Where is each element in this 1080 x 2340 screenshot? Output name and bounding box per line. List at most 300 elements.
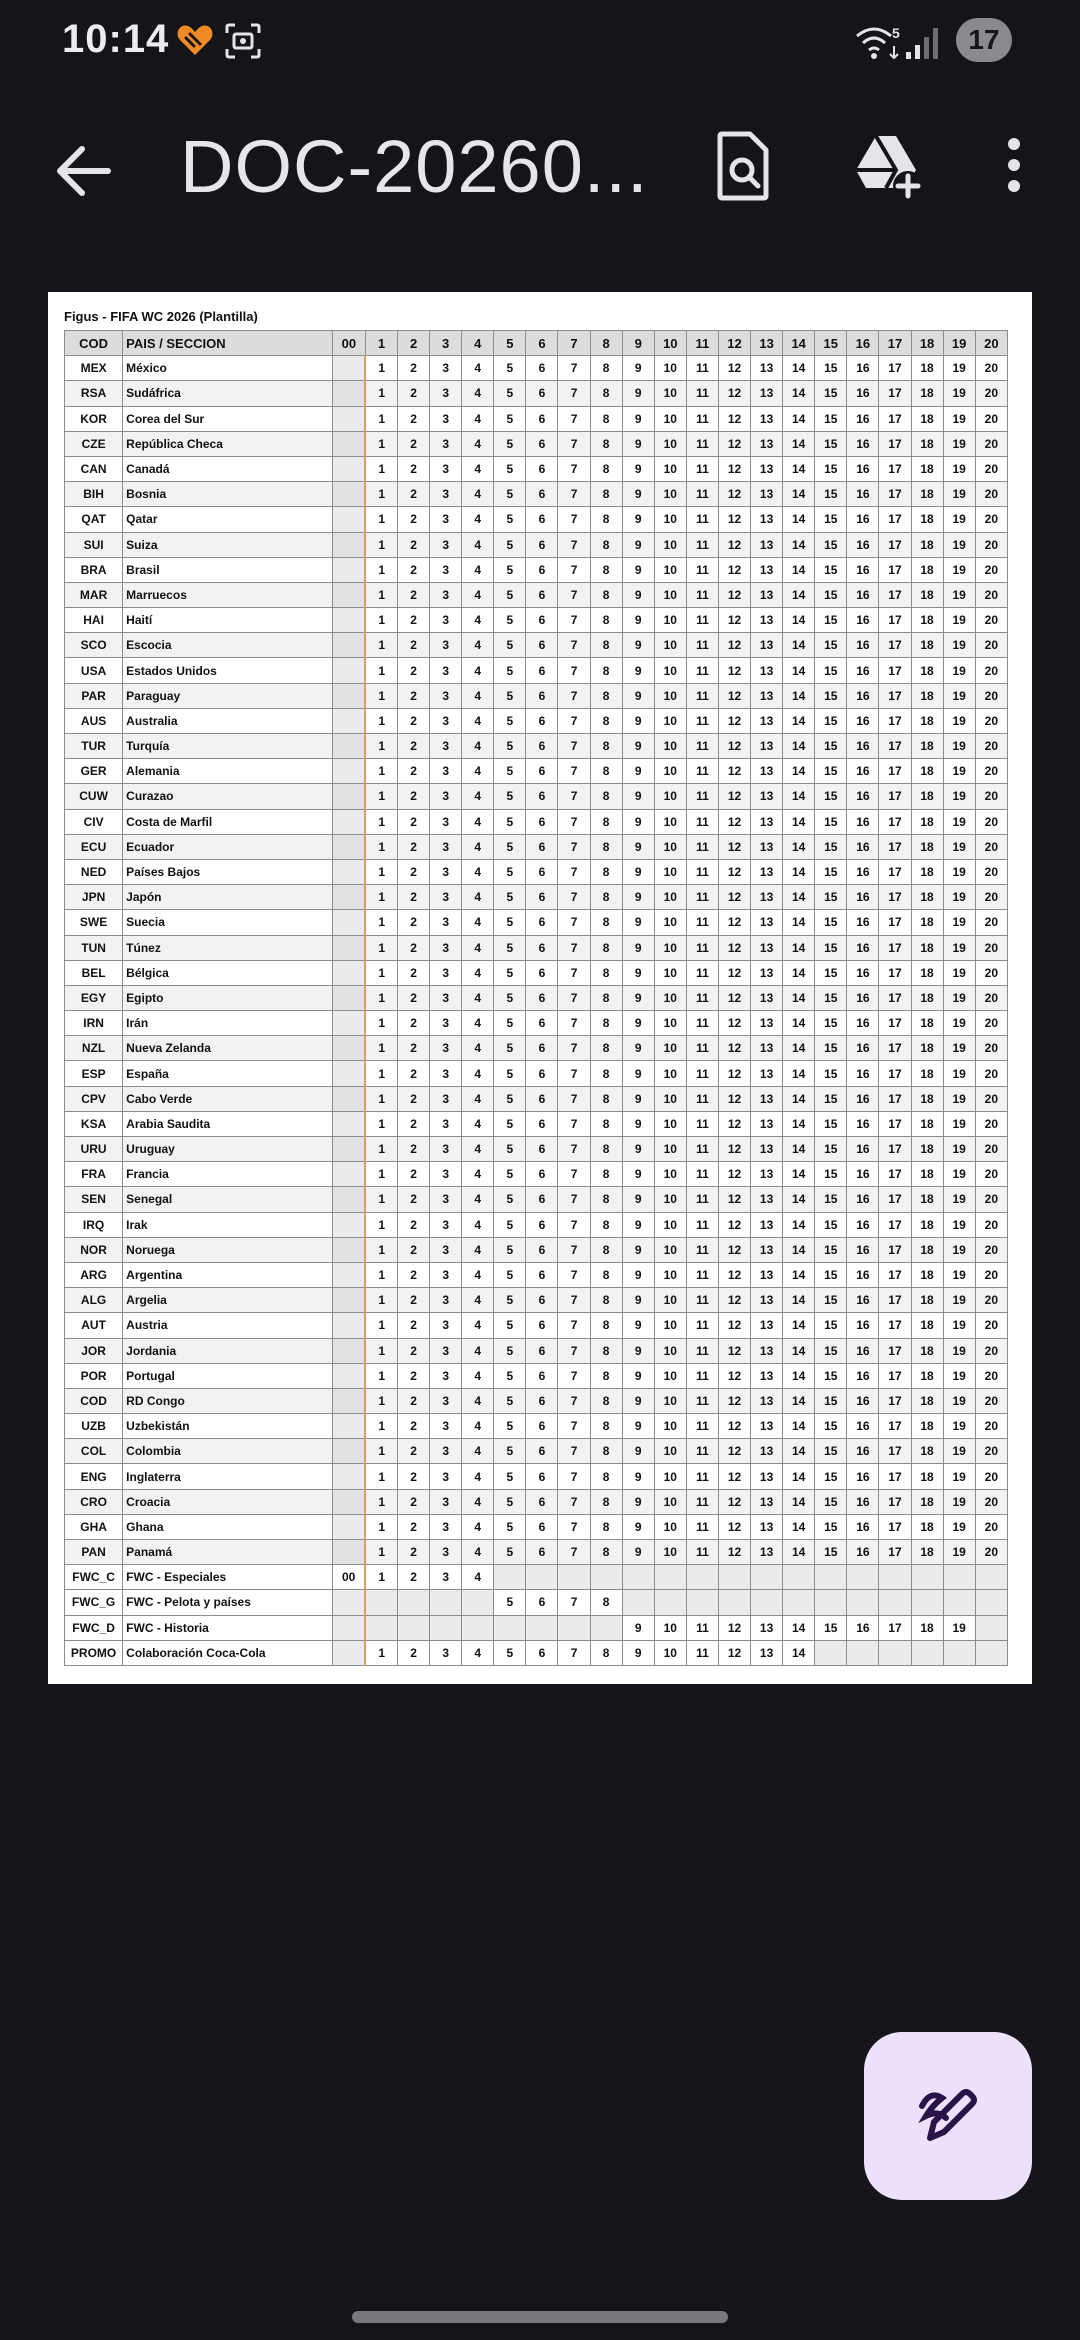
cell-sticker: 5: [494, 1514, 526, 1539]
cell-sticker: 10: [654, 356, 686, 381]
cell-sticker: [558, 1565, 590, 1590]
cell-sticker: 6: [526, 1388, 558, 1413]
cell-sticker: 12: [718, 456, 750, 481]
cell-sticker: 4: [462, 910, 494, 935]
cell-sticker: 8: [590, 1036, 622, 1061]
cell-sticker: 8: [590, 406, 622, 431]
table-row: [65, 406, 1008, 431]
cell-sticker: 6: [526, 1187, 558, 1212]
cell-sticker: 18: [911, 582, 943, 607]
cell-sticker: 17: [879, 1388, 911, 1413]
cell-sticker: 11: [686, 1439, 718, 1464]
cell-sticker: [332, 431, 365, 456]
cell-sticker: 15: [815, 1262, 847, 1287]
cell-sticker: 9: [622, 1086, 654, 1111]
cell-sticker: 10: [654, 1262, 686, 1287]
cell-sticker: 19: [943, 1363, 975, 1388]
table-row: [65, 381, 1008, 406]
cell-sticker: 9: [622, 885, 654, 910]
cell-sticker: 12: [718, 759, 750, 784]
cell-sticker: 1: [365, 507, 397, 532]
cell-sticker: 11: [686, 1237, 718, 1262]
cell-sticker: 3: [430, 985, 462, 1010]
cell-sticker: 15: [815, 784, 847, 809]
column-header-number: 20: [975, 331, 1007, 356]
cell-sticker: 12: [718, 1212, 750, 1237]
cell-sticker: 15: [815, 1187, 847, 1212]
cell-sticker: 18: [911, 1036, 943, 1061]
table-row: [65, 456, 1008, 481]
cell-sticker: 20: [975, 1338, 1007, 1363]
cell-sticker: 19: [943, 1011, 975, 1036]
cell-sticker: [365, 1615, 397, 1640]
cell-sticker: 19: [943, 708, 975, 733]
cell-sticker: 4: [462, 1464, 494, 1489]
cell-sticker: 11: [686, 1011, 718, 1036]
cell-sticker: 15: [815, 1011, 847, 1036]
cell-sticker: 9: [622, 809, 654, 834]
cell-sticker: 19: [943, 1414, 975, 1439]
cell-sticker: 19: [943, 1162, 975, 1187]
more-vert-icon[interactable]: [1000, 134, 1028, 196]
cell-code: SCO: [65, 633, 123, 658]
table-row: [65, 1061, 1008, 1086]
cell-sticker: 6: [526, 1514, 558, 1539]
cell-sticker: 1: [365, 859, 397, 884]
cell-sticker: 17: [879, 633, 911, 658]
cell-sticker: 7: [558, 557, 590, 582]
cell-sticker: 7: [558, 1489, 590, 1514]
cell-sticker: 20: [975, 557, 1007, 582]
cell-code: NED: [65, 859, 123, 884]
cell-sticker: 5: [494, 1313, 526, 1338]
cell-sticker: 17: [879, 784, 911, 809]
cell-sticker: 14: [783, 582, 815, 607]
cell-sticker: 14: [783, 1187, 815, 1212]
cell-sticker: 13: [751, 658, 783, 683]
cell-sticker: 7: [558, 1137, 590, 1162]
document-title: DOC-20260...: [180, 125, 649, 208]
signal-icon: [904, 26, 940, 60]
cell-sticker: 8: [590, 608, 622, 633]
cell-sticker: 11: [686, 1388, 718, 1413]
table-row: [65, 1162, 1008, 1187]
cell-sticker: 11: [686, 1514, 718, 1539]
cell-sticker: 8: [590, 482, 622, 507]
cell-sticker: 2: [398, 1111, 430, 1136]
cell-sticker: [879, 1590, 911, 1615]
cell-sticker: 2: [398, 1414, 430, 1439]
column-header-number: 16: [847, 331, 879, 356]
cell-country: Alemania: [123, 759, 333, 784]
cell-sticker: 18: [911, 507, 943, 532]
cell-sticker: 14: [783, 910, 815, 935]
cell-sticker: 7: [558, 658, 590, 683]
cell-country: FWC - Pelota y países: [123, 1590, 333, 1615]
cell-sticker: 9: [622, 1137, 654, 1162]
cell-sticker: 12: [718, 1011, 750, 1036]
cell-sticker: 9: [622, 1187, 654, 1212]
cell-sticker: 10: [654, 708, 686, 733]
back-arrow-icon[interactable]: [50, 137, 118, 205]
cell-sticker: 1: [365, 1011, 397, 1036]
cell-code: NOR: [65, 1237, 123, 1262]
cell-sticker: 1: [365, 1313, 397, 1338]
cell-sticker: 11: [686, 582, 718, 607]
cell-code: ECU: [65, 834, 123, 859]
cell-country: Paraguay: [123, 683, 333, 708]
cell-sticker: [558, 1615, 590, 1640]
cell-sticker: 15: [815, 381, 847, 406]
cell-sticker: 4: [462, 759, 494, 784]
cell-sticker: 19: [943, 1464, 975, 1489]
cell-sticker: 14: [783, 557, 815, 582]
cell-sticker: 6: [526, 431, 558, 456]
cell-sticker: 7: [558, 1187, 590, 1212]
cell-sticker: [686, 1565, 718, 1590]
cell-sticker: 18: [911, 431, 943, 456]
cell-country: Países Bajos: [123, 859, 333, 884]
cell-sticker: 2: [398, 809, 430, 834]
cell-sticker: 18: [911, 1489, 943, 1514]
table-header-row: [65, 331, 1008, 356]
cell-sticker: 14: [783, 1514, 815, 1539]
cell-sticker: 15: [815, 1061, 847, 1086]
cell-sticker: 11: [686, 1262, 718, 1287]
cell-sticker: 18: [911, 1540, 943, 1565]
cell-sticker: 19: [943, 1086, 975, 1111]
cell-sticker: 5: [494, 1540, 526, 1565]
cell-sticker: 12: [718, 356, 750, 381]
cell-sticker: 12: [718, 809, 750, 834]
cell-sticker: [332, 759, 365, 784]
cell-sticker: 8: [590, 507, 622, 532]
screenshot-icon: [224, 22, 262, 60]
cell-sticker: 6: [526, 633, 558, 658]
cell-sticker: 11: [686, 809, 718, 834]
cell-sticker: 2: [398, 658, 430, 683]
cell-sticker: 3: [430, 734, 462, 759]
cell-sticker: 5: [494, 557, 526, 582]
cell-sticker: 4: [462, 431, 494, 456]
cell-sticker: 11: [686, 935, 718, 960]
cell-sticker: 7: [558, 683, 590, 708]
cell-sticker: [332, 1313, 365, 1338]
table-row: [65, 734, 1008, 759]
cell-sticker: 19: [943, 1288, 975, 1313]
cell-code: RSA: [65, 381, 123, 406]
cell-sticker: 10: [654, 885, 686, 910]
cell-sticker: 10: [654, 1439, 686, 1464]
cell-sticker: 10: [654, 582, 686, 607]
table-row: [65, 507, 1008, 532]
cell-sticker: 19: [943, 1061, 975, 1086]
cell-sticker: 6: [526, 960, 558, 985]
cell-sticker: 2: [398, 582, 430, 607]
home-indicator[interactable]: [352, 2311, 728, 2323]
cell-sticker: 11: [686, 633, 718, 658]
cell-sticker: 2: [398, 1187, 430, 1212]
cell-sticker: 14: [783, 608, 815, 633]
drive-add-icon[interactable]: [852, 130, 924, 200]
cell-sticker: 12: [718, 834, 750, 859]
cell-sticker: 9: [622, 1313, 654, 1338]
cell-sticker: 6: [526, 885, 558, 910]
cell-sticker: [332, 406, 365, 431]
cell-sticker: 2: [398, 1061, 430, 1086]
cell-sticker: 9: [622, 859, 654, 884]
cell-sticker: 9: [622, 507, 654, 532]
cell-sticker: 9: [622, 1237, 654, 1262]
cell-sticker: 18: [911, 633, 943, 658]
cell-sticker: 4: [462, 381, 494, 406]
cell-sticker: 3: [430, 1086, 462, 1111]
cell-sticker: 13: [751, 1162, 783, 1187]
cell-code: MEX: [65, 356, 123, 381]
cell-sticker: 8: [590, 1162, 622, 1187]
cell-sticker: 11: [686, 734, 718, 759]
cell-sticker: 3: [430, 1439, 462, 1464]
cell-sticker: 15: [815, 1489, 847, 1514]
cell-sticker: 3: [430, 708, 462, 733]
cell-sticker: 5: [494, 683, 526, 708]
cell-sticker: 19: [943, 406, 975, 431]
table-row: [65, 1262, 1008, 1287]
cell-sticker: 4: [462, 1086, 494, 1111]
cell-sticker: 14: [783, 1540, 815, 1565]
cell-sticker: [332, 885, 365, 910]
cell-code: ALG: [65, 1288, 123, 1313]
cell-sticker: 5: [494, 1439, 526, 1464]
cell-sticker: 7: [558, 734, 590, 759]
cell-sticker: 15: [815, 809, 847, 834]
cell-sticker: [332, 708, 365, 733]
cell-code: SUI: [65, 532, 123, 557]
cell-sticker: 12: [718, 683, 750, 708]
cell-sticker: 19: [943, 1036, 975, 1061]
cell-sticker: 6: [526, 1363, 558, 1388]
cell-sticker: [751, 1590, 783, 1615]
cell-sticker: 5: [494, 582, 526, 607]
cell-sticker: 18: [911, 608, 943, 633]
cell-sticker: 5: [494, 1640, 526, 1665]
cell-sticker: 4: [462, 1439, 494, 1464]
cell-sticker: [943, 1565, 975, 1590]
cell-sticker: 2: [398, 356, 430, 381]
cell-sticker: 12: [718, 985, 750, 1010]
cell-sticker: [718, 1565, 750, 1590]
column-header-number: 17: [879, 331, 911, 356]
cell-sticker: 16: [847, 381, 879, 406]
cell-sticker: 7: [558, 1414, 590, 1439]
search-document-icon[interactable]: [714, 130, 774, 202]
cell-sticker: 20: [975, 1137, 1007, 1162]
cell-sticker: 20: [975, 935, 1007, 960]
cell-code: FWC_C: [65, 1565, 123, 1590]
cell-sticker: [911, 1565, 943, 1590]
cell-sticker: 2: [398, 885, 430, 910]
cell-sticker: 2: [398, 1565, 430, 1590]
cell-sticker: 11: [686, 1338, 718, 1363]
table-row: [65, 1388, 1008, 1413]
cell-sticker: 12: [718, 1061, 750, 1086]
cell-sticker: 16: [847, 1540, 879, 1565]
cell-sticker: [332, 557, 365, 582]
cell-sticker: 18: [911, 834, 943, 859]
cell-sticker: [332, 784, 365, 809]
cell-sticker: 15: [815, 582, 847, 607]
cell-sticker: 18: [911, 1615, 943, 1640]
cell-country: Austria: [123, 1313, 333, 1338]
cell-sticker: 2: [398, 1162, 430, 1187]
cell-sticker: 14: [783, 406, 815, 431]
cell-sticker: 6: [526, 1338, 558, 1363]
cell-sticker: 8: [590, 582, 622, 607]
cell-sticker: [332, 381, 365, 406]
cell-sticker: 12: [718, 708, 750, 733]
cell-sticker: 4: [462, 1011, 494, 1036]
cell-sticker: 16: [847, 885, 879, 910]
cell-sticker: 1: [365, 658, 397, 683]
column-header-number: 7: [558, 331, 590, 356]
cell-sticker: 15: [815, 734, 847, 759]
cell-sticker: 16: [847, 683, 879, 708]
cell-sticker: 9: [622, 1540, 654, 1565]
cell-sticker: 5: [494, 1061, 526, 1086]
cell-sticker: [718, 1590, 750, 1615]
cell-sticker: 10: [654, 935, 686, 960]
cell-sticker: 20: [975, 1414, 1007, 1439]
cell-sticker: 14: [783, 482, 815, 507]
cell-country: Senegal: [123, 1187, 333, 1212]
cell-sticker: 13: [751, 1262, 783, 1287]
cell-sticker: 1: [365, 406, 397, 431]
cell-sticker: 4: [462, 985, 494, 1010]
cell-sticker: [332, 507, 365, 532]
cell-country: Sudáfrica: [123, 381, 333, 406]
table-row: [65, 859, 1008, 884]
table-row: [65, 1212, 1008, 1237]
svg-text:5: 5: [892, 25, 900, 41]
cell-sticker: 20: [975, 582, 1007, 607]
cell-sticker: 16: [847, 1615, 879, 1640]
cell-sticker: [943, 1590, 975, 1615]
cell-sticker: 13: [751, 431, 783, 456]
cell-sticker: 2: [398, 456, 430, 481]
cell-sticker: 1: [365, 1288, 397, 1313]
cell-sticker: 6: [526, 608, 558, 633]
cell-sticker: 1: [365, 1262, 397, 1287]
cell-sticker: 7: [558, 1162, 590, 1187]
cell-sticker: 19: [943, 1540, 975, 1565]
cell-sticker: [332, 1288, 365, 1313]
cell-code: IRQ: [65, 1212, 123, 1237]
cell-sticker: 5: [494, 960, 526, 985]
cell-sticker: [494, 1565, 526, 1590]
cell-sticker: 9: [622, 1338, 654, 1363]
cell-sticker: 3: [430, 1137, 462, 1162]
cell-sticker: 20: [975, 1489, 1007, 1514]
cell-sticker: 17: [879, 1514, 911, 1539]
cell-sticker: 18: [911, 859, 943, 884]
table-row: [65, 633, 1008, 658]
cell-country: Croacia: [123, 1489, 333, 1514]
cell-country: Marruecos: [123, 582, 333, 607]
cell-sticker: 8: [590, 1288, 622, 1313]
cell-sticker: 15: [815, 532, 847, 557]
cell-sticker: 10: [654, 532, 686, 557]
cell-sticker: 9: [622, 683, 654, 708]
cell-sticker: 12: [718, 1489, 750, 1514]
cell-sticker: 5: [494, 431, 526, 456]
cell-sticker: 1: [365, 985, 397, 1010]
cell-sticker: [590, 1615, 622, 1640]
cell-sticker: 2: [398, 1288, 430, 1313]
cell-sticker: 13: [751, 834, 783, 859]
cell-sticker: 12: [718, 406, 750, 431]
document-page[interactable]: [48, 292, 1032, 1684]
cell-sticker: [622, 1565, 654, 1590]
cell-sticker: 5: [494, 1262, 526, 1287]
cell-sticker: 1: [365, 1338, 397, 1363]
cell-sticker: 1: [365, 582, 397, 607]
cell-sticker: 15: [815, 960, 847, 985]
cell-sticker: 20: [975, 507, 1007, 532]
cell-sticker: [332, 1086, 365, 1111]
cell-sticker: 16: [847, 935, 879, 960]
cell-sticker: 8: [590, 658, 622, 683]
cell-sticker: 12: [718, 1338, 750, 1363]
cell-sticker: 17: [879, 1414, 911, 1439]
cell-code: URU: [65, 1137, 123, 1162]
cell-sticker: 4: [462, 683, 494, 708]
cell-sticker: 15: [815, 1363, 847, 1388]
cell-code: BIH: [65, 482, 123, 507]
cell-sticker: 6: [526, 1540, 558, 1565]
table-row: [65, 1414, 1008, 1439]
cell-sticker: [751, 1565, 783, 1590]
edit-fab-button[interactable]: [864, 2032, 1032, 2200]
cell-sticker: 20: [975, 1262, 1007, 1287]
cell-code: NZL: [65, 1036, 123, 1061]
cell-sticker: 20: [975, 658, 1007, 683]
cell-sticker: [332, 834, 365, 859]
special-row: [65, 1590, 1008, 1615]
cell-sticker: 12: [718, 1464, 750, 1489]
cell-sticker: 12: [718, 482, 750, 507]
cell-code: SWE: [65, 910, 123, 935]
cell-sticker: 15: [815, 885, 847, 910]
cell-sticker: 10: [654, 1514, 686, 1539]
cell-sticker: 6: [526, 482, 558, 507]
cell-sticker: 17: [879, 431, 911, 456]
cell-sticker: 4: [462, 1338, 494, 1363]
cell-sticker: 13: [751, 1288, 783, 1313]
table-row: [65, 1237, 1008, 1262]
cell-sticker: 19: [943, 1514, 975, 1539]
cell-sticker: 19: [943, 1137, 975, 1162]
cell-sticker: 2: [398, 1540, 430, 1565]
column-header-number: 00: [332, 331, 365, 356]
cell-sticker: 20: [975, 1388, 1007, 1413]
cell-sticker: 13: [751, 1036, 783, 1061]
cell-sticker: 17: [879, 683, 911, 708]
cell-sticker: 9: [622, 960, 654, 985]
cell-sticker: 2: [398, 406, 430, 431]
cell-sticker: 17: [879, 1111, 911, 1136]
column-header-number: 1: [365, 331, 397, 356]
cell-sticker: 18: [911, 985, 943, 1010]
